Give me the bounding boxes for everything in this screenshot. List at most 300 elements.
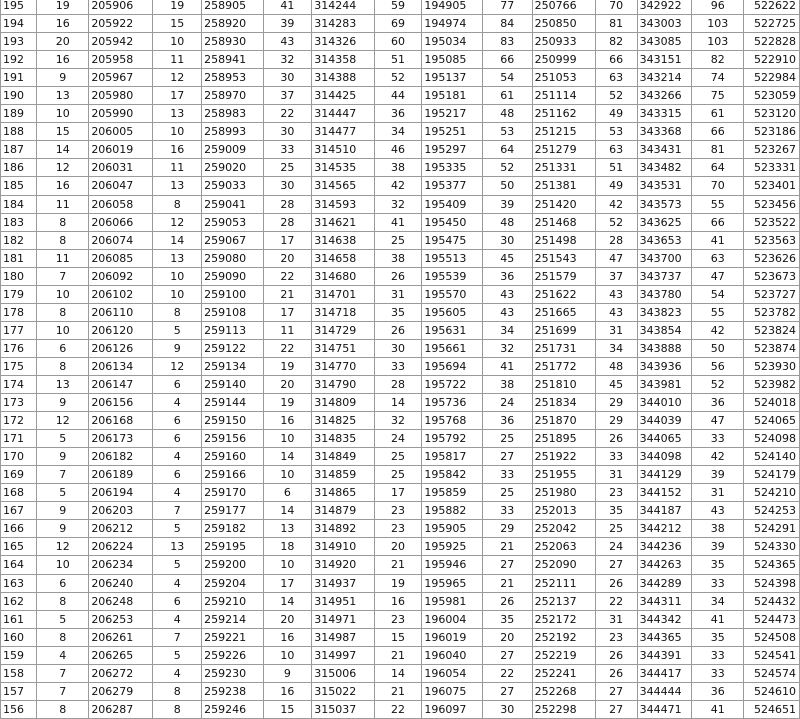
table-cell[interactable]: 258930 [202,33,263,51]
table-cell[interactable]: 206212 [89,520,153,538]
table-cell[interactable]: 4 [153,664,202,682]
table-cell[interactable]: 8 [37,303,89,321]
table-cell[interactable]: 195817 [422,448,483,466]
table-cell[interactable]: 195335 [422,159,483,177]
table-cell[interactable]: 524651 [744,700,800,718]
table-cell[interactable]: 42 [374,177,422,195]
table-cell[interactable]: 252219 [532,646,595,664]
table-cell[interactable]: 523874 [744,339,800,357]
table-cell[interactable]: 206066 [89,213,153,231]
table-cell[interactable]: 206234 [89,556,153,574]
table-cell[interactable]: 259182 [202,520,263,538]
table-cell[interactable]: 36 [692,682,744,700]
table-cell[interactable]: 54 [692,285,744,303]
table-cell[interactable]: 28 [595,231,637,249]
table-cell[interactable]: 206156 [89,394,153,412]
table-cell[interactable]: 39 [692,466,744,484]
table-cell[interactable]: 524432 [744,592,800,610]
table-cell[interactable]: 522984 [744,69,800,87]
table-cell[interactable]: 314987 [312,628,374,646]
table-cell[interactable]: 189 [1,105,37,123]
table-cell[interactable]: 252111 [532,574,595,592]
table-cell[interactable]: 258983 [202,105,263,123]
table-cell[interactable]: 343315 [637,105,692,123]
table-cell[interactable]: 26 [595,430,637,448]
table-cell[interactable]: 10 [263,430,312,448]
table-cell[interactable]: 206110 [89,303,153,321]
table-cell[interactable]: 343700 [637,249,692,267]
table-cell[interactable]: 259160 [202,448,263,466]
table-cell[interactable]: 523522 [744,213,800,231]
table-cell[interactable]: 206074 [89,231,153,249]
table-cell[interactable]: 23 [374,610,422,628]
table-cell[interactable]: 251980 [532,484,595,502]
table-cell[interactable]: 314388 [312,69,374,87]
table-cell[interactable]: 175 [1,357,37,375]
table-cell[interactable]: 39 [692,538,744,556]
table-cell[interactable]: 55 [692,303,744,321]
table-cell[interactable]: 251870 [532,412,595,430]
table-cell[interactable]: 523456 [744,195,800,213]
table-cell[interactable]: 8 [153,303,202,321]
table-cell[interactable]: 10 [153,33,202,51]
table-cell[interactable]: 42 [692,321,744,339]
table-cell[interactable]: 206248 [89,592,153,610]
table-cell[interactable]: 70 [595,0,637,15]
table-cell[interactable]: 195965 [422,574,483,592]
table-cell[interactable]: 23 [595,484,637,502]
table-cell[interactable]: 524330 [744,538,800,556]
table-cell[interactable]: 13 [153,538,202,556]
table-cell[interactable]: 59 [374,0,422,15]
table-cell[interactable]: 344065 [637,430,692,448]
table-cell[interactable]: 252172 [532,610,595,628]
table-cell[interactable]: 195539 [422,267,483,285]
table-cell[interactable]: 524398 [744,574,800,592]
table-cell[interactable]: 82 [692,51,744,69]
table-cell[interactable]: 4 [153,484,202,502]
table-cell[interactable]: 13 [263,520,312,538]
table-cell[interactable]: 21 [374,646,422,664]
table-cell[interactable]: 259166 [202,466,263,484]
table-cell[interactable]: 70 [692,177,744,195]
table-cell[interactable]: 22 [374,700,422,718]
table-cell[interactable]: 314865 [312,484,374,502]
table-cell[interactable]: 4 [153,610,202,628]
table-cell[interactable]: 174 [1,375,37,393]
table-cell[interactable]: 66 [595,51,637,69]
table-cell[interactable]: 251665 [532,303,595,321]
table-cell[interactable]: 343214 [637,69,692,87]
table-cell[interactable]: 34 [374,123,422,141]
table-cell[interactable]: 314920 [312,556,374,574]
table-cell[interactable]: 195882 [422,502,483,520]
table-cell[interactable]: 34 [595,339,637,357]
table-cell[interactable]: 314971 [312,610,374,628]
table-cell[interactable]: 14 [37,141,89,159]
table-cell[interactable]: 45 [595,375,637,393]
table-cell[interactable]: 314565 [312,177,374,195]
table-cell[interactable]: 33 [482,466,532,484]
table-cell[interactable]: 196097 [422,700,483,718]
table-cell[interactable]: 314809 [312,394,374,412]
table-cell[interactable]: 205942 [89,33,153,51]
table-cell[interactable]: 252268 [532,682,595,700]
table-cell[interactable]: 21 [374,556,422,574]
table-cell[interactable]: 17 [374,484,422,502]
table-cell[interactable]: 38 [692,520,744,538]
table-cell[interactable]: 314951 [312,592,374,610]
table-cell[interactable]: 43 [595,285,637,303]
table-cell[interactable]: 206126 [89,339,153,357]
table-cell[interactable]: 27 [482,556,532,574]
table-cell[interactable]: 20 [263,249,312,267]
table-cell[interactable]: 259195 [202,538,263,556]
table-cell[interactable]: 343368 [637,123,692,141]
table-cell[interactable]: 25 [374,448,422,466]
table-cell[interactable]: 29 [595,412,637,430]
table-cell[interactable]: 195736 [422,394,483,412]
table-cell[interactable]: 38 [374,249,422,267]
table-cell[interactable]: 63 [595,69,637,87]
table-cell[interactable]: 206194 [89,484,153,502]
table-cell[interactable]: 195859 [422,484,483,502]
table-cell[interactable]: 23 [374,520,422,538]
table-cell[interactable]: 11 [153,159,202,177]
table-cell[interactable]: 39 [482,195,532,213]
table-cell[interactable]: 103 [692,15,744,33]
table-cell[interactable]: 56 [692,357,744,375]
table-cell[interactable]: 29 [482,520,532,538]
table-cell[interactable]: 69 [374,15,422,33]
table-cell[interactable]: 172 [1,412,37,430]
table-cell[interactable]: 343003 [637,15,692,33]
table-cell[interactable]: 6 [153,430,202,448]
table-cell[interactable]: 259020 [202,159,263,177]
table-cell[interactable]: 195792 [422,430,483,448]
table-cell[interactable]: 314751 [312,339,374,357]
table-cell[interactable]: 30 [482,700,532,718]
table-cell[interactable]: 195181 [422,87,483,105]
table-cell[interactable]: 259170 [202,484,263,502]
table-cell[interactable]: 251498 [532,231,595,249]
table-cell[interactable]: 195631 [422,321,483,339]
table-cell[interactable]: 6 [153,592,202,610]
table-cell[interactable]: 195905 [422,520,483,538]
table-cell[interactable]: 343888 [637,339,692,357]
table-cell[interactable]: 27 [482,682,532,700]
table-cell[interactable]: 259033 [202,177,263,195]
table-cell[interactable]: 164 [1,556,37,574]
table-cell[interactable]: 343266 [637,87,692,105]
table-cell[interactable]: 35 [374,303,422,321]
table-cell[interactable]: 190 [1,87,37,105]
table-cell[interactable]: 28 [263,213,312,231]
table-cell[interactable]: 55 [692,195,744,213]
table-cell[interactable]: 344129 [637,466,692,484]
table-cell[interactable]: 6 [153,375,202,393]
table-cell[interactable]: 10 [37,105,89,123]
table-cell[interactable]: 51 [595,159,637,177]
table-cell[interactable]: 27 [482,448,532,466]
table-cell[interactable]: 66 [692,123,744,141]
table-cell[interactable]: 8 [37,357,89,375]
table-cell[interactable]: 22 [263,339,312,357]
table-cell[interactable]: 523782 [744,303,800,321]
table-cell[interactable]: 258920 [202,15,263,33]
table-cell[interactable]: 314849 [312,448,374,466]
table-cell[interactable]: 344010 [637,394,692,412]
table-cell[interactable]: 19 [263,394,312,412]
table-cell[interactable]: 5 [153,520,202,538]
table-cell[interactable]: 343823 [637,303,692,321]
table-cell[interactable]: 206019 [89,141,153,159]
table-cell[interactable]: 524065 [744,412,800,430]
table-cell[interactable]: 64 [692,159,744,177]
table-cell[interactable]: 259113 [202,321,263,339]
table-cell[interactable]: 41 [692,610,744,628]
table-cell[interactable]: 251543 [532,249,595,267]
table-cell[interactable]: 259122 [202,339,263,357]
table-cell[interactable]: 47 [692,412,744,430]
table-cell[interactable]: 192 [1,51,37,69]
table-cell[interactable]: 43 [263,33,312,51]
table-cell[interactable]: 33 [482,502,532,520]
table-cell[interactable]: 258970 [202,87,263,105]
table-cell[interactable]: 47 [595,249,637,267]
table-cell[interactable]: 27 [482,646,532,664]
table-cell[interactable]: 43 [482,303,532,321]
table-cell[interactable]: 195297 [422,141,483,159]
table-cell[interactable]: 523186 [744,123,800,141]
table-cell[interactable]: 524253 [744,502,800,520]
table-cell[interactable]: 20 [263,610,312,628]
table-cell[interactable]: 314825 [312,412,374,430]
table-cell[interactable]: 84 [482,15,532,33]
table-cell[interactable]: 195 [1,0,37,15]
table-cell[interactable]: 206182 [89,448,153,466]
table-cell[interactable]: 9 [263,664,312,682]
table-cell[interactable]: 259100 [202,285,263,303]
table-cell[interactable]: 8 [153,682,202,700]
table-cell[interactable]: 10 [37,285,89,303]
table-cell[interactable]: 205967 [89,69,153,87]
table-cell[interactable]: 259041 [202,195,263,213]
table-cell[interactable]: 524574 [744,664,800,682]
table-cell[interactable]: 26 [595,664,637,682]
table-cell[interactable]: 251731 [532,339,595,357]
table-cell[interactable]: 251622 [532,285,595,303]
table-cell[interactable]: 344365 [637,628,692,646]
table-cell[interactable]: 9 [37,69,89,87]
table-cell[interactable]: 206173 [89,430,153,448]
table-cell[interactable]: 343625 [637,213,692,231]
table-cell[interactable]: 41 [692,700,744,718]
table-cell[interactable]: 37 [263,87,312,105]
table-cell[interactable]: 22 [263,267,312,285]
table-cell[interactable]: 8 [37,628,89,646]
table-cell[interactable]: 81 [692,141,744,159]
table-cell[interactable]: 38 [482,375,532,393]
table-cell[interactable]: 259067 [202,231,263,249]
table-cell[interactable]: 258953 [202,69,263,87]
table-cell[interactable]: 187 [1,141,37,159]
table-cell[interactable]: 344289 [637,574,692,592]
table-cell[interactable]: 314593 [312,195,374,213]
table-cell[interactable]: 27 [595,682,637,700]
table-cell[interactable]: 259177 [202,502,263,520]
table-cell[interactable]: 344444 [637,682,692,700]
table-cell[interactable]: 523626 [744,249,800,267]
table-cell[interactable]: 206102 [89,285,153,303]
table-cell[interactable]: 23 [595,628,637,646]
table-cell[interactable]: 12 [153,69,202,87]
table-cell[interactable]: 14 [263,592,312,610]
table-cell[interactable]: 8 [153,700,202,718]
table-cell[interactable]: 314835 [312,430,374,448]
table-cell[interactable]: 16 [153,141,202,159]
table-cell[interactable]: 252013 [532,502,595,520]
table-cell[interactable]: 10 [263,646,312,664]
table-cell[interactable]: 250766 [532,0,595,15]
table-cell[interactable]: 343854 [637,321,692,339]
table-cell[interactable]: 28 [263,195,312,213]
table-cell[interactable]: 251699 [532,321,595,339]
table-cell[interactable]: 11 [37,249,89,267]
table-cell[interactable]: 258905 [202,0,263,15]
table-cell[interactable]: 251834 [532,394,595,412]
table-cell[interactable]: 205906 [89,0,153,15]
table-cell[interactable]: 343573 [637,195,692,213]
table-cell[interactable]: 103 [692,33,744,51]
table-cell[interactable]: 4 [153,394,202,412]
table-cell[interactable]: 206147 [89,375,153,393]
table-cell[interactable]: 66 [482,51,532,69]
table-cell[interactable]: 4 [37,646,89,664]
table-cell[interactable]: 41 [692,231,744,249]
table-cell[interactable]: 524179 [744,466,800,484]
table-cell[interactable]: 63 [595,141,637,159]
table-cell[interactable]: 63 [692,249,744,267]
table-cell[interactable]: 194974 [422,15,483,33]
table-cell[interactable]: 26 [595,574,637,592]
table-cell[interactable]: 5 [153,646,202,664]
table-cell[interactable]: 524098 [744,430,800,448]
table-cell[interactable]: 32 [482,339,532,357]
table-cell[interactable]: 4 [153,448,202,466]
table-cell[interactable]: 35 [482,610,532,628]
table-cell[interactable]: 259238 [202,682,263,700]
table-cell[interactable]: 259246 [202,700,263,718]
table-cell[interactable]: 206261 [89,628,153,646]
table-cell[interactable]: 258941 [202,51,263,69]
table-cell[interactable]: 344417 [637,664,692,682]
table-cell[interactable]: 315006 [312,664,374,682]
table-cell[interactable]: 250850 [532,15,595,33]
table-cell[interactable]: 12 [153,357,202,375]
table-cell[interactable]: 42 [692,448,744,466]
table-cell[interactable]: 12 [153,213,202,231]
table-cell[interactable]: 205980 [89,87,153,105]
table-cell[interactable]: 39 [263,15,312,33]
table-cell[interactable]: 14 [153,231,202,249]
table-cell[interactable]: 344263 [637,556,692,574]
table-cell[interactable]: 314658 [312,249,374,267]
table-cell[interactable]: 259204 [202,574,263,592]
table-cell[interactable]: 8 [37,592,89,610]
table-cell[interactable]: 195137 [422,69,483,87]
table-cell[interactable]: 205990 [89,105,153,123]
table-cell[interactable]: 61 [482,87,532,105]
table-cell[interactable]: 162 [1,592,37,610]
table-cell[interactable]: 10 [37,321,89,339]
table-cell[interactable]: 44 [374,87,422,105]
table-cell[interactable]: 66 [692,213,744,231]
table-cell[interactable]: 524365 [744,556,800,574]
table-cell[interactable]: 523059 [744,87,800,105]
table-cell[interactable]: 343936 [637,357,692,375]
table-cell[interactable]: 184 [1,195,37,213]
table-cell[interactable]: 25 [482,484,532,502]
table-cell[interactable]: 36 [482,412,532,430]
table-cell[interactable]: 259210 [202,592,263,610]
table-cell[interactable]: 9 [153,339,202,357]
table-cell[interactable]: 206092 [89,267,153,285]
table-cell[interactable]: 14 [263,502,312,520]
table-cell[interactable]: 251810 [532,375,595,393]
table-cell[interactable]: 524140 [744,448,800,466]
table-cell[interactable]: 22 [263,105,312,123]
table-cell[interactable]: 170 [1,448,37,466]
table-cell[interactable]: 259221 [202,628,263,646]
table-cell[interactable]: 523331 [744,159,800,177]
table-cell[interactable]: 19 [374,574,422,592]
table-cell[interactable]: 12 [37,412,89,430]
table-cell[interactable]: 26 [374,321,422,339]
table-cell[interactable]: 33 [692,574,744,592]
table-cell[interactable]: 19 [37,0,89,15]
table-cell[interactable]: 5 [153,556,202,574]
table-cell[interactable]: 23 [374,502,422,520]
table-cell[interactable]: 523120 [744,105,800,123]
table-cell[interactable]: 251420 [532,195,595,213]
table-cell[interactable]: 343151 [637,51,692,69]
table-cell[interactable]: 159 [1,646,37,664]
table-cell[interactable]: 206189 [89,466,153,484]
table-cell[interactable]: 21 [482,574,532,592]
table-cell[interactable]: 8 [153,195,202,213]
table-cell[interactable]: 7 [37,267,89,285]
table-cell[interactable]: 30 [374,339,422,357]
table-cell[interactable]: 252241 [532,664,595,682]
table-cell[interactable]: 6 [263,484,312,502]
table-cell[interactable]: 523982 [744,375,800,393]
table-cell[interactable]: 314447 [312,105,374,123]
table-cell[interactable]: 195251 [422,123,483,141]
table-cell[interactable]: 6 [37,339,89,357]
table-cell[interactable]: 344342 [637,610,692,628]
table-cell[interactable]: 522828 [744,33,800,51]
table-cell[interactable]: 195694 [422,357,483,375]
table-cell[interactable]: 13 [153,249,202,267]
table-cell[interactable]: 195661 [422,339,483,357]
table-cell[interactable]: 26 [374,267,422,285]
table-cell[interactable]: 314770 [312,357,374,375]
table-cell[interactable]: 35 [692,628,744,646]
table-cell[interactable]: 16 [37,15,89,33]
table-cell[interactable]: 206279 [89,682,153,700]
table-cell[interactable]: 10 [153,267,202,285]
